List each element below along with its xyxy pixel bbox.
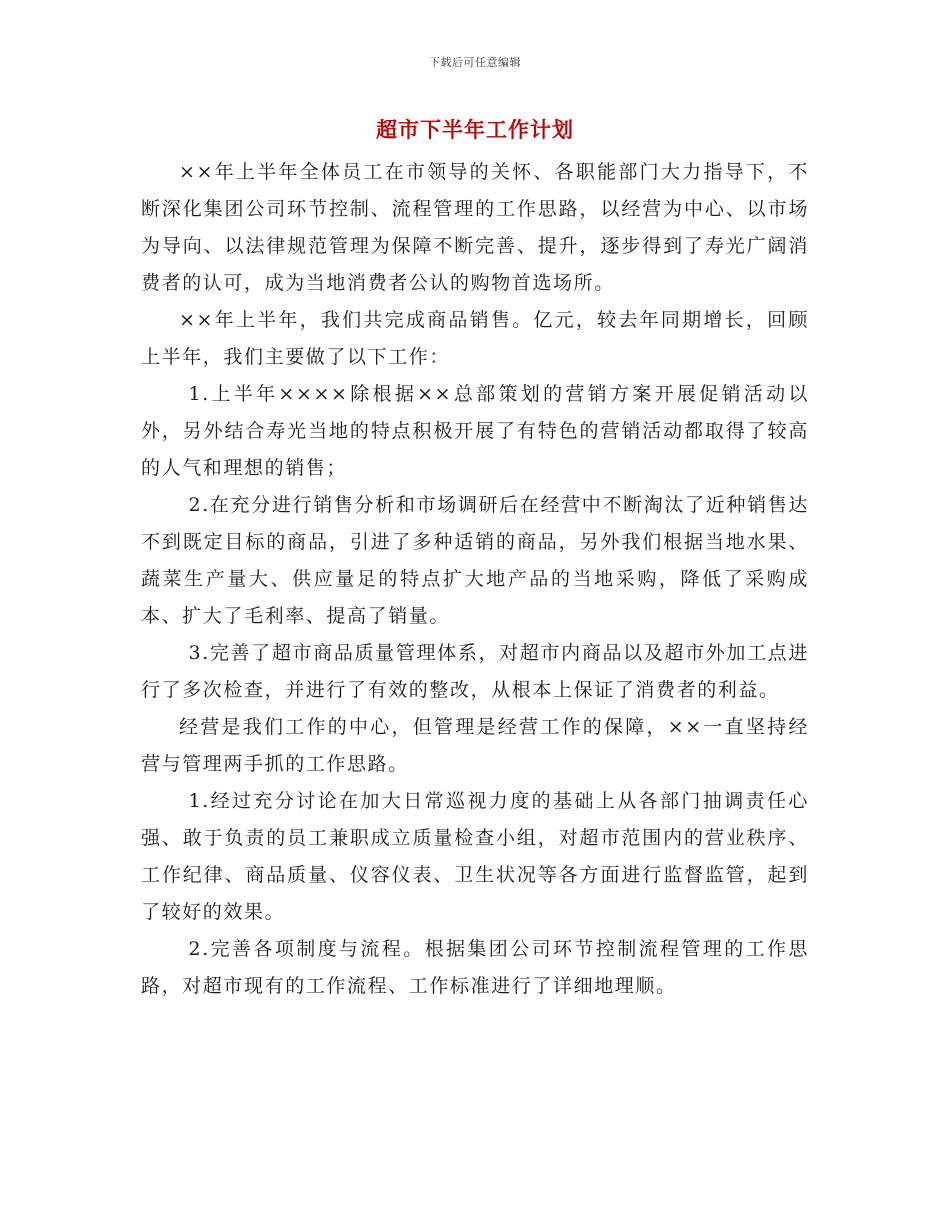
paragraph-sales-item-1: 1.上半年××××除根据××总部策划的营销方案开展促销活动以外，另外结合寿光当地的特点积极开展了有特色的营销活动都取得了较高的人气和理想的销售； [141, 383, 809, 479]
paragraph-management-intro: 经营是我们工作的中心，但管理是经营工作的保障，××一直坚持经营与管理两手抓的工作思路。 [141, 716, 809, 775]
paragraph-intro: ××年上半年全体员工在市领导的关怀、各职能部门大力指导下，不断深化集团公司环节控制、流程管理的工作思路，以经营为中心、以市场为导向、以法律规范管理为保障不断完善、提升，逐步得到了寿光广阔消费者的认可，成为当地消费者公认的购物首选场所。 [141, 161, 809, 294]
document-title: 超市下半年工作计划 [376, 118, 574, 142]
header-note: 下载后可任意编辑 [429, 56, 521, 69]
paragraph-management-item-2: 2.完善各项制度与流程。根据集团公司环节控制流程管理的工作思路，对超市现有的工作流程、工作标准进行了详细地理顺。 [141, 938, 809, 997]
paragraph-sales-item-2: 2.在充分进行销售分析和市场调研后在经营中不断淘汰了近种销售达不到既定目标的商品，引进了多种适销的商品，另外我们根据当地水果、蔬菜生产量大、供应量足的特点扩大地产品的当地采购，降低了采购成本、扩大了毛利率、提高了销量。 [141, 494, 809, 627]
paragraph-sales-item-3: 3.完善了超市商品质量管理体系，对超市内商品以及超市外加工点进行了多次检查，并进行了有效的整改，从根本上保证了消费者的利益。 [141, 642, 809, 701]
document-body [141, 154, 809, 1005]
paragraph-summary: ××年上半年，我们共完成商品销售。亿元，较去年同期增长，回顾上半年，我们主要做了以下工作： [141, 309, 809, 368]
paragraph-management-item-1: 1.经过充分讨论在加大日常巡视力度的基础上从各部门抽调责任心强、敢于负责的员工兼职成立质量检查小组，对超市范围内的营业秩序、工作纪律、商品质量、仪容仪表、卫生状况等各方面进行监督监管，起到了较好的效果。 [141, 790, 809, 923]
